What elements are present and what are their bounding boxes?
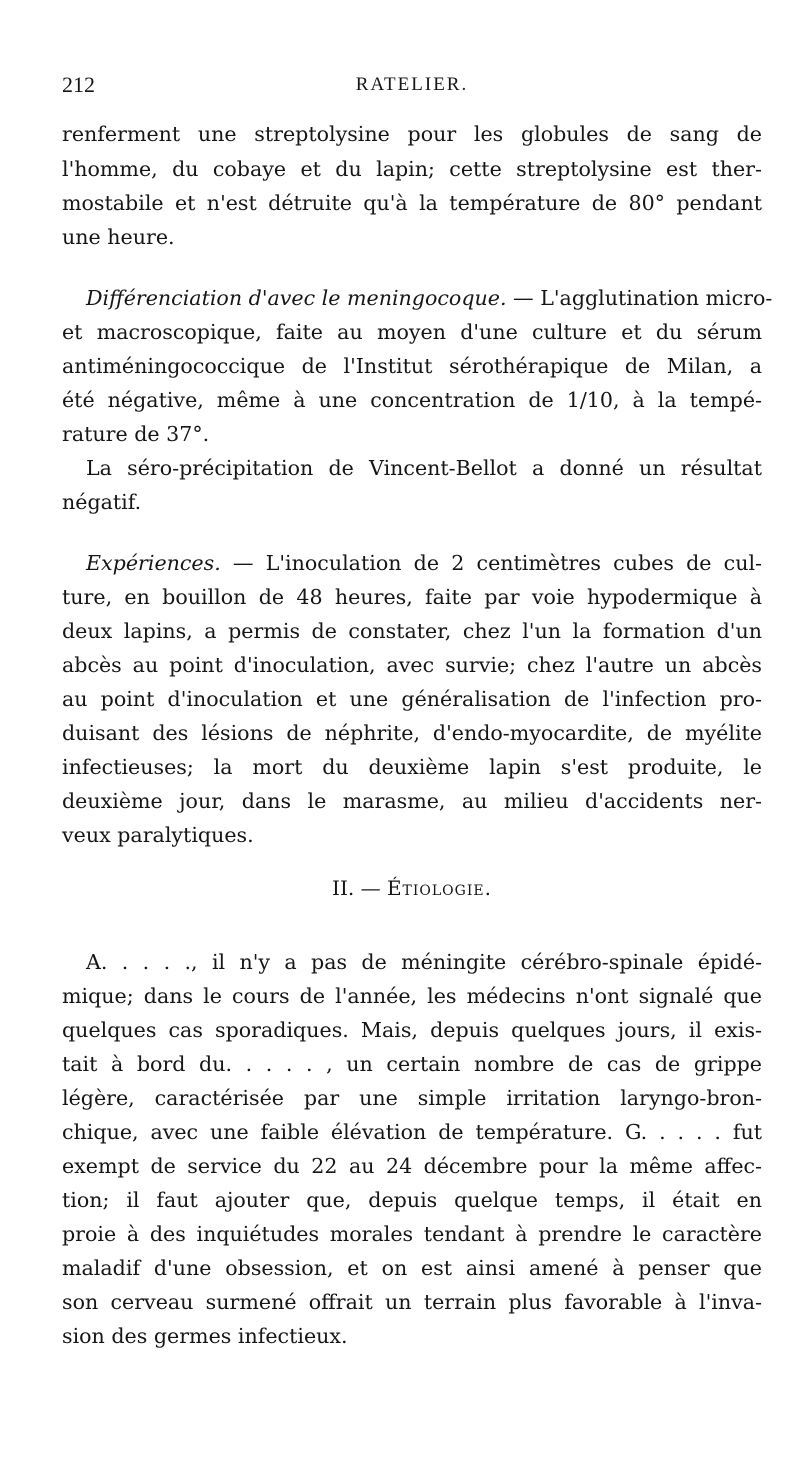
text-line: antiméningococcique de l'Institut sérothérapique de Milan, a [62,354,762,378]
paragraph-lead-line [86,549,762,581]
text-line: mique; dans le cours de l'année, les médecins n'ont signalé que [62,984,762,1008]
text-line: l'homme, du cobaye et du lapin; cette streptolysine est ther- [62,157,762,181]
text-line: son cerveau surmené offrait un terrain plus favorable à l'inva- [62,1290,762,1314]
text-line: tait à bord du. . . . . , un certain nombre de cas de grippe [62,1052,762,1076]
running-title: RATELIER. [355,74,469,95]
section-number: II. [332,876,355,900]
section-title: Étiologie. [386,876,492,900]
em-dash: — [506,286,541,310]
text-line: sion des germes infectieux. [62,1324,348,1348]
text-run: L'inoculation de 2 centimètres cubes de cul- [265,551,763,575]
text-line: été négative, même à une concentration de 1/10, à la tempé- [62,388,762,412]
text-line: une heure. [62,225,175,249]
text-line: exempt de service du 22 au 24 décembre pour la même affec- [62,1154,762,1178]
text-line: duisant des lésions de néphrite, d'endo-myocardite, de myélite [62,721,762,745]
text-line: A. . . . ., il n'y a pas de méningite cérébro-spinale épidé- [86,950,762,974]
em-dash: — [354,876,387,900]
text-line: au point d'inoculation et une généralisation de l'infection pro- [62,687,762,711]
text-line: légère, caractérisée par une simple irritation laryngo-bron- [62,1086,762,1110]
page-number: 212 [62,72,95,97]
text-line: deux lapins, a permis de constater, chez l'un la formation d'un [62,619,762,643]
text-line: abcès au point d'inoculation, avec survie; chez l'autre un abcès [62,653,762,677]
em-dash: — [220,551,266,575]
text-line: mostabile et n'est détruite qu'à la température de 80° pendant [62,191,762,215]
text-line: deuxième jour, dans le marasme, au milieu d'accidents ner- [62,789,762,813]
text-line: tion; il faut ajouter que, depuis quelque temps, il était en [62,1188,762,1212]
text-line: veux paralytiques. [62,823,254,847]
paragraph-lead-line [86,284,773,316]
text-line: rature de 37°. [62,422,210,446]
text-line: et macroscopique, faite au moyen d'une culture et du sérum [62,320,762,344]
text-line: quelques cas sporadiques. Mais, depuis quelques jours, il exis- [62,1018,762,1042]
text-line: négatif. [62,490,142,514]
section-heading [62,876,762,900]
text-line: maladif d'une obsession, et on est ainsi amené à penser que [62,1256,762,1280]
text-line: infectieuses; la mort du deuxième lapin s'est produite, le [62,755,762,779]
italic-lead: Expériences. [86,551,221,575]
text-run: L'agglutination micro- [540,286,773,310]
italic-lead: Différenciation d'avec le meningocoque. [86,286,507,310]
text-line: ture, en bouillon de 48 heures, faite par voie hypodermique à [62,585,762,609]
text-line: chique, avec une faible élévation de température. G. . . . . fut [62,1120,762,1144]
text-line: renferment une streptolysine pour les globules de sang de [62,122,762,146]
text-line: La séro-précipitation de Vincent-Bellot a donné un résultat [86,456,762,480]
running-head [62,72,762,102]
text-line: proie à des inquiétudes morales tendant à prendre le caractère [62,1222,762,1246]
